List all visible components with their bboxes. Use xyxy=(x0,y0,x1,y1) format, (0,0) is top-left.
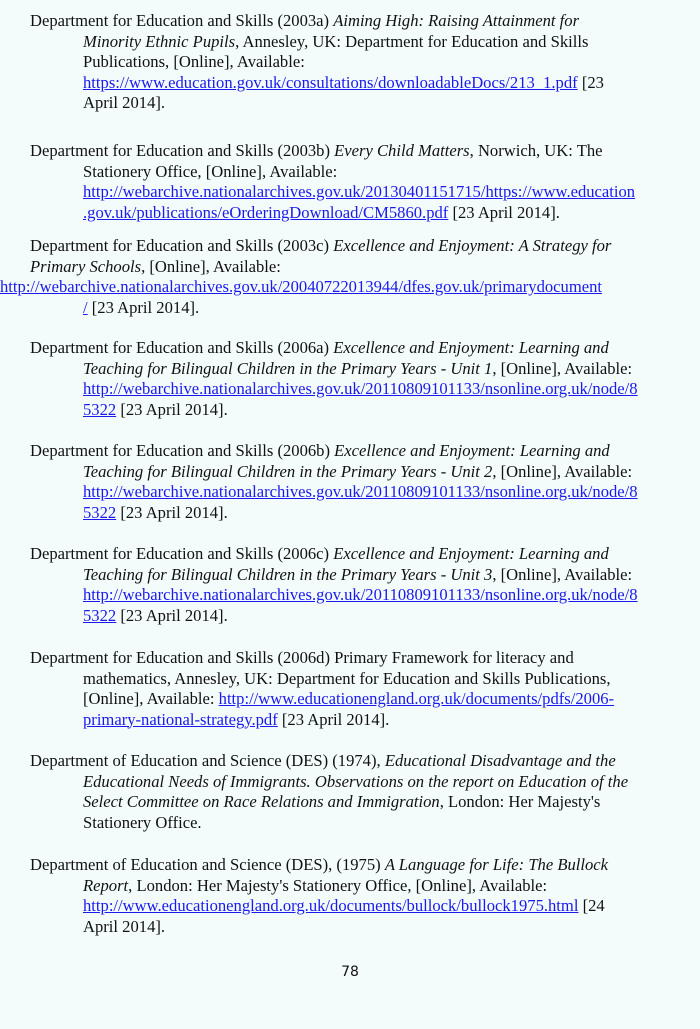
reference-line xyxy=(30,298,690,319)
reference-text: Department for Education and Skills (2003a) xyxy=(30,11,334,30)
reference-line xyxy=(30,772,690,793)
reference-line xyxy=(30,482,690,503)
reference-text: , London: Her Majesty's Stationery Office, [Online], Available: xyxy=(128,875,548,895)
reference-link[interactable]: 5322 xyxy=(83,502,117,522)
reference-link[interactable]: 5322 xyxy=(83,605,117,625)
reference-link[interactable]: http://webarchive.nationalarchives.gov.uk/20110809101133/nsonline.org.uk/node/8 xyxy=(83,585,638,604)
reference-line xyxy=(30,359,690,380)
reference-title: Teaching for Bilingual Children in the Primary Years - Unit 2 xyxy=(83,461,493,481)
reference-text: [24 xyxy=(578,896,605,915)
reference-line xyxy=(30,585,690,606)
reference-line xyxy=(30,710,690,731)
reference-link[interactable]: http://webarchive.nationalarchives.gov.uk/20110809101133/nsonline.org.uk/node/8 xyxy=(83,482,638,501)
reference-text: April 2014]. xyxy=(83,93,166,112)
reference-text: [Online], Available: xyxy=(83,689,219,708)
reference-text: Publications, [Online], Available: xyxy=(83,52,305,71)
reference-line xyxy=(30,400,690,421)
reference-text: Stationery Office. xyxy=(83,812,202,832)
reference-line xyxy=(30,73,690,94)
reference-text: [23 xyxy=(577,72,604,92)
reference-line xyxy=(30,441,690,462)
reference-line xyxy=(30,565,690,586)
page-number: 78 xyxy=(341,964,359,980)
reference-text: Department for Education and Skills (2006d) Primary Framework for literacy and xyxy=(30,648,574,667)
reference-title: Report xyxy=(83,875,129,895)
reference-line xyxy=(30,544,690,565)
reference-link[interactable]: / xyxy=(83,297,88,317)
reference-title: Excellence and Enjoyment: A Strategy for xyxy=(333,236,612,255)
reference-line xyxy=(30,236,690,257)
reference-line xyxy=(30,813,690,834)
reference-entry xyxy=(30,751,690,833)
reference-text: Department for Education and Skills (2006c) xyxy=(30,544,334,563)
reference-text: [23 April 2014]. xyxy=(448,202,560,222)
reference-text: April 2014]. xyxy=(83,916,166,936)
reference-text: [23 April 2014]. xyxy=(277,709,390,729)
reference-title: Excellence and Enjoyment: Learning and xyxy=(334,441,610,460)
reference-text: , [Online], Available: xyxy=(141,256,281,276)
reference-line xyxy=(30,876,690,897)
reference-entry xyxy=(30,441,690,523)
reference-line xyxy=(30,669,690,690)
reference-line xyxy=(30,606,690,627)
reference-text: , [Online], Available: xyxy=(492,358,633,378)
reference-entry xyxy=(0,236,690,318)
reference-link[interactable]: http://www.educationengland.org.uk/documents/pdfs/2006- xyxy=(218,689,615,708)
reference-text: [23 April 2014]. xyxy=(116,399,228,419)
reference-link[interactable]: http://webarchive.nationalarchives.gov.uk/20040722013944/dfes.gov.uk/primarydocument xyxy=(0,277,603,296)
reference-text: Stationery Office, [Online], Available: xyxy=(83,161,338,181)
reference-link[interactable]: .gov.uk/publications/eOrderingDownload/CM5860.pdf xyxy=(83,202,449,222)
reference-line xyxy=(30,182,690,203)
reference-line xyxy=(30,855,690,876)
reference-line xyxy=(0,277,690,298)
reference-entry xyxy=(30,338,690,420)
reference-entry xyxy=(30,141,690,223)
reference-line xyxy=(30,503,690,524)
reference-text: Department of Education and Science (DES) (1974), xyxy=(30,751,385,770)
reference-line xyxy=(30,338,690,359)
reference-line xyxy=(30,141,690,162)
reference-line xyxy=(30,11,690,32)
reference-link[interactable]: http://www.educationengland.org.uk/documents/bullock/bullock1975.html xyxy=(83,896,579,915)
reference-text: Department of Education and Science (DES), (1975) xyxy=(30,855,385,874)
reference-title: Excellence and Enjoyment: Learning and xyxy=(333,338,609,357)
reference-text: Department for Education and Skills (2006b) xyxy=(30,441,335,460)
reference-text: [23 April 2014]. xyxy=(116,502,228,522)
reference-title: Every Child Matters xyxy=(334,141,470,160)
reference-title: Educational Needs of Immigrants. Observations on the report on Education of the xyxy=(83,771,629,791)
reference-entry xyxy=(30,11,690,114)
reference-link[interactable]: primary-national-strategy.pdf xyxy=(83,709,278,729)
reference-title: Primary Schools xyxy=(30,256,142,276)
reference-line xyxy=(30,203,690,224)
reference-link[interactable]: http://webarchive.nationalarchives.gov.uk/20130401151715/https://www.education xyxy=(83,182,636,201)
reference-entry xyxy=(30,855,690,937)
reference-text: , London: Her Majesty's xyxy=(439,792,601,811)
reference-line xyxy=(30,896,690,917)
reference-title: Minority Ethnic Pupils xyxy=(83,31,236,51)
reference-title: Teaching for Bilingual Children in the Primary Years - Unit 3 xyxy=(83,564,493,584)
reference-text: mathematics, Annesley, UK: Department for Education and Skills Publications, xyxy=(83,668,611,688)
reference-line xyxy=(30,648,690,669)
reference-text: , Norwich, UK: The xyxy=(469,141,603,160)
reference-text: , [Online], Available: xyxy=(492,564,633,584)
reference-title: Educational Disadvantage and the xyxy=(384,751,616,770)
reference-text: Department for Education and Skills (2006a) xyxy=(30,338,334,357)
reference-text: [23 April 2014]. xyxy=(116,605,228,625)
reference-link[interactable]: https://www.education.gov.uk/consultations/downloadableDocs/213_1.pdf xyxy=(83,72,578,92)
reference-text: , Annesley, UK: Department for Education and Skills xyxy=(235,31,589,51)
reference-line xyxy=(30,52,690,73)
reference-line xyxy=(30,162,690,183)
reference-link[interactable]: http://webarchive.nationalarchives.gov.uk/20110809101133/nsonline.org.uk/node/8 xyxy=(83,379,638,398)
reference-link[interactable]: 5322 xyxy=(83,399,117,419)
reference-line xyxy=(30,32,690,53)
reference-line xyxy=(30,917,690,938)
reference-title: Teaching for Bilingual Children in the Primary Years - Unit 1 xyxy=(83,358,493,378)
reference-line xyxy=(30,462,690,483)
reference-line xyxy=(30,93,690,114)
reference-title: A Language for Life: The Bullock xyxy=(384,855,609,874)
reference-entry xyxy=(30,544,690,626)
reference-text: [23 April 2014]. xyxy=(87,297,200,317)
reference-line xyxy=(30,257,690,278)
reference-text: , [Online], Available: xyxy=(492,461,633,481)
reference-line xyxy=(30,792,690,813)
reference-line xyxy=(30,689,690,710)
reference-title: Aiming High: Raising Attainment for xyxy=(333,11,580,30)
reference-line xyxy=(30,379,690,400)
reference-line xyxy=(30,751,690,772)
reference-title: Excellence and Enjoyment: Learning and xyxy=(333,544,609,563)
reference-entry xyxy=(30,648,690,730)
reference-text: Department for Education and Skills (2003b) xyxy=(30,141,335,160)
reference-text: Department for Education and Skills (2003c) xyxy=(30,236,334,255)
reference-title: Select Committee on Race Relations and Immigration xyxy=(83,792,440,811)
